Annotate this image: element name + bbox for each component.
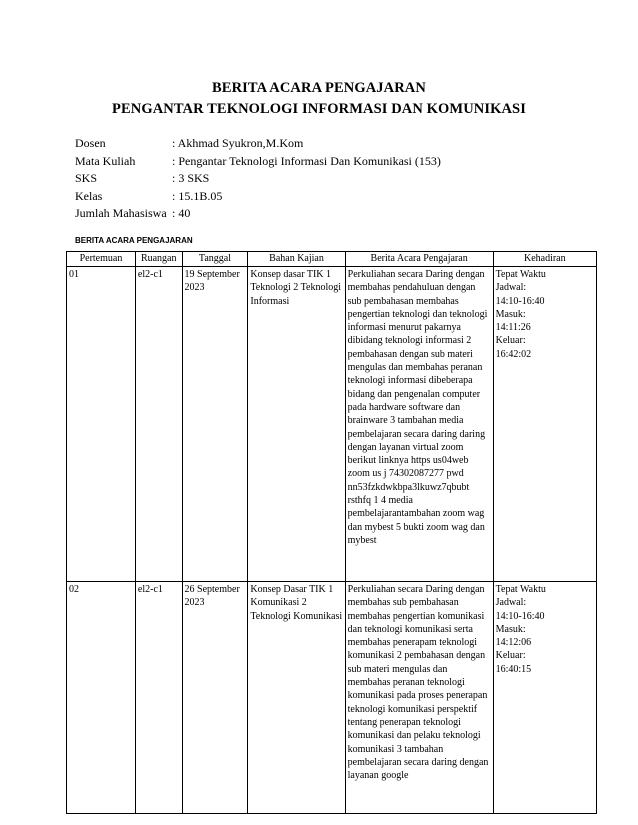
info-label: SKS bbox=[75, 171, 98, 185]
kehadiran-jadwal-label: Jadwal: bbox=[495, 282, 527, 294]
header-ruangan: Ruangan bbox=[135, 252, 182, 267]
info-row-dosen bbox=[75, 135, 441, 153]
kehadiran-keluar-value: 16:42:02 bbox=[495, 348, 532, 360]
teaching-record-table bbox=[66, 251, 597, 814]
cell-bahan-kajian: Konsep Dasar TIK 1 Komunikasi 2 Teknologi Komunikasi bbox=[248, 582, 345, 814]
info-row-mata-kuliah bbox=[75, 153, 441, 171]
section-heading: BERITA ACARA PENGAJARAN bbox=[75, 236, 193, 245]
header-berita-acara: Berita Acara Pengajaran bbox=[345, 252, 493, 267]
cell-kehadiran bbox=[493, 582, 596, 814]
kehadiran-keluar-value: 16:40:15 bbox=[495, 663, 532, 675]
info-row-jumlah-mahasiswa bbox=[75, 205, 441, 223]
kehadiran-masuk-label: Masuk: bbox=[495, 308, 526, 320]
course-info bbox=[75, 135, 441, 223]
kehadiran-status: Tepat Waktu bbox=[495, 584, 546, 595]
info-value: : 15.1B.05 bbox=[172, 188, 223, 203]
info-value: : 40 bbox=[172, 206, 191, 220]
info-label: Kelas bbox=[75, 188, 103, 203]
kehadiran-masuk-value: 14:12:06 bbox=[495, 637, 532, 649]
cell-bahan-kajian: Konsep dasar TIK 1 Teknologi 2 Teknologi Informasi bbox=[248, 267, 345, 582]
cell-tanggal: 19 September 2023 bbox=[182, 267, 248, 582]
kehadiran-masuk-label: Masuk: bbox=[495, 623, 526, 635]
cell-berita-acara: Perkuliahan secara Daring dengan membahas pendahuluan dengan sub pembahasan membahas pengertian teknologi dan teknologi informasi menurut pakarnya dibidang teknologi informasi 2 pembahasan dengan sub materi mengulas dan membahas peranan teknologi informasi dibeberapa bidang dan pengenalan computer pada hardware software dan brainware 3 tambahan media pembelajaran secara daring daring dengan layanan virtual zoom berikut linknya https us04web zoom us j 74302087277 pwd nn53fzkdwkbpa3lkuwz7qbubt rsthfq 1 4 media pembelajarantambahan zoom wag dan mybest 5 bukti zoom wag dan mybest bbox=[345, 267, 493, 582]
kehadiran-keluar-label: Keluar: bbox=[495, 335, 526, 347]
document-title: BERITA ACARA PENGAJARAN bbox=[212, 80, 426, 96]
table-row bbox=[67, 267, 597, 582]
cell-pertemuan: 01 bbox=[67, 267, 136, 582]
info-value: : 3 SKS bbox=[172, 171, 210, 185]
table-row bbox=[67, 582, 597, 814]
kehadiran-masuk-value: 14:11:26 bbox=[495, 322, 531, 334]
info-row-kelas bbox=[75, 188, 441, 206]
info-value: : Akhmad Syukron,M.Kom bbox=[172, 136, 304, 150]
info-value: : Pengantar Teknologi Informasi Dan Komunikasi (153) bbox=[172, 153, 441, 168]
kehadiran-status: Tepat Waktu bbox=[495, 269, 546, 280]
course-title: PENGANTAR TEKNOLOGI INFORMASI DAN KOMUNIKASI bbox=[112, 101, 526, 117]
header-pertemuan: Pertemuan bbox=[67, 252, 136, 267]
cell-kehadiran bbox=[493, 267, 596, 582]
table-header-row bbox=[67, 252, 597, 267]
kehadiran-jadwal-value: 14:10-16:40 bbox=[495, 610, 545, 622]
cell-berita-acara: Perkuliahan secara Daring dengan membahas sub pembahasan membahas pengertian komunikasi dan teknologi komunikasi serta membahas penerapam teknologi komunikasi 2 pembahasan dengan sub materi mengulas dan membahas peranan teknologi komunikasi pada proses penerapan teknologi komunikasi perspektif tentang penerapan teknologi komunikasi dan pelaku teknologi komunikasi 3 tambahan pembelajaran secara daring dengan layanan google bbox=[345, 582, 493, 814]
info-label: Mata Kuliah bbox=[75, 153, 136, 168]
header-kehadiran: Kehadiran bbox=[493, 252, 596, 267]
kehadiran-jadwal-label: Jadwal: bbox=[495, 597, 527, 609]
cell-tanggal: 26 September 2023 bbox=[182, 582, 248, 814]
info-label: Dosen bbox=[75, 136, 106, 150]
kehadiran-keluar-label: Keluar: bbox=[495, 650, 526, 662]
cell-ruangan: el2-c1 bbox=[135, 267, 182, 582]
cell-pertemuan: 02 bbox=[67, 582, 136, 814]
kehadiran-jadwal-value: 14:10-16:40 bbox=[495, 295, 545, 307]
header-bahan-kajian: Bahan Kajian bbox=[248, 252, 345, 267]
cell-ruangan: el2-c1 bbox=[135, 582, 182, 814]
info-label: Jumlah Mahasiswa bbox=[75, 206, 167, 220]
header-tanggal: Tanggal bbox=[182, 252, 248, 267]
info-row-sks bbox=[75, 170, 441, 188]
